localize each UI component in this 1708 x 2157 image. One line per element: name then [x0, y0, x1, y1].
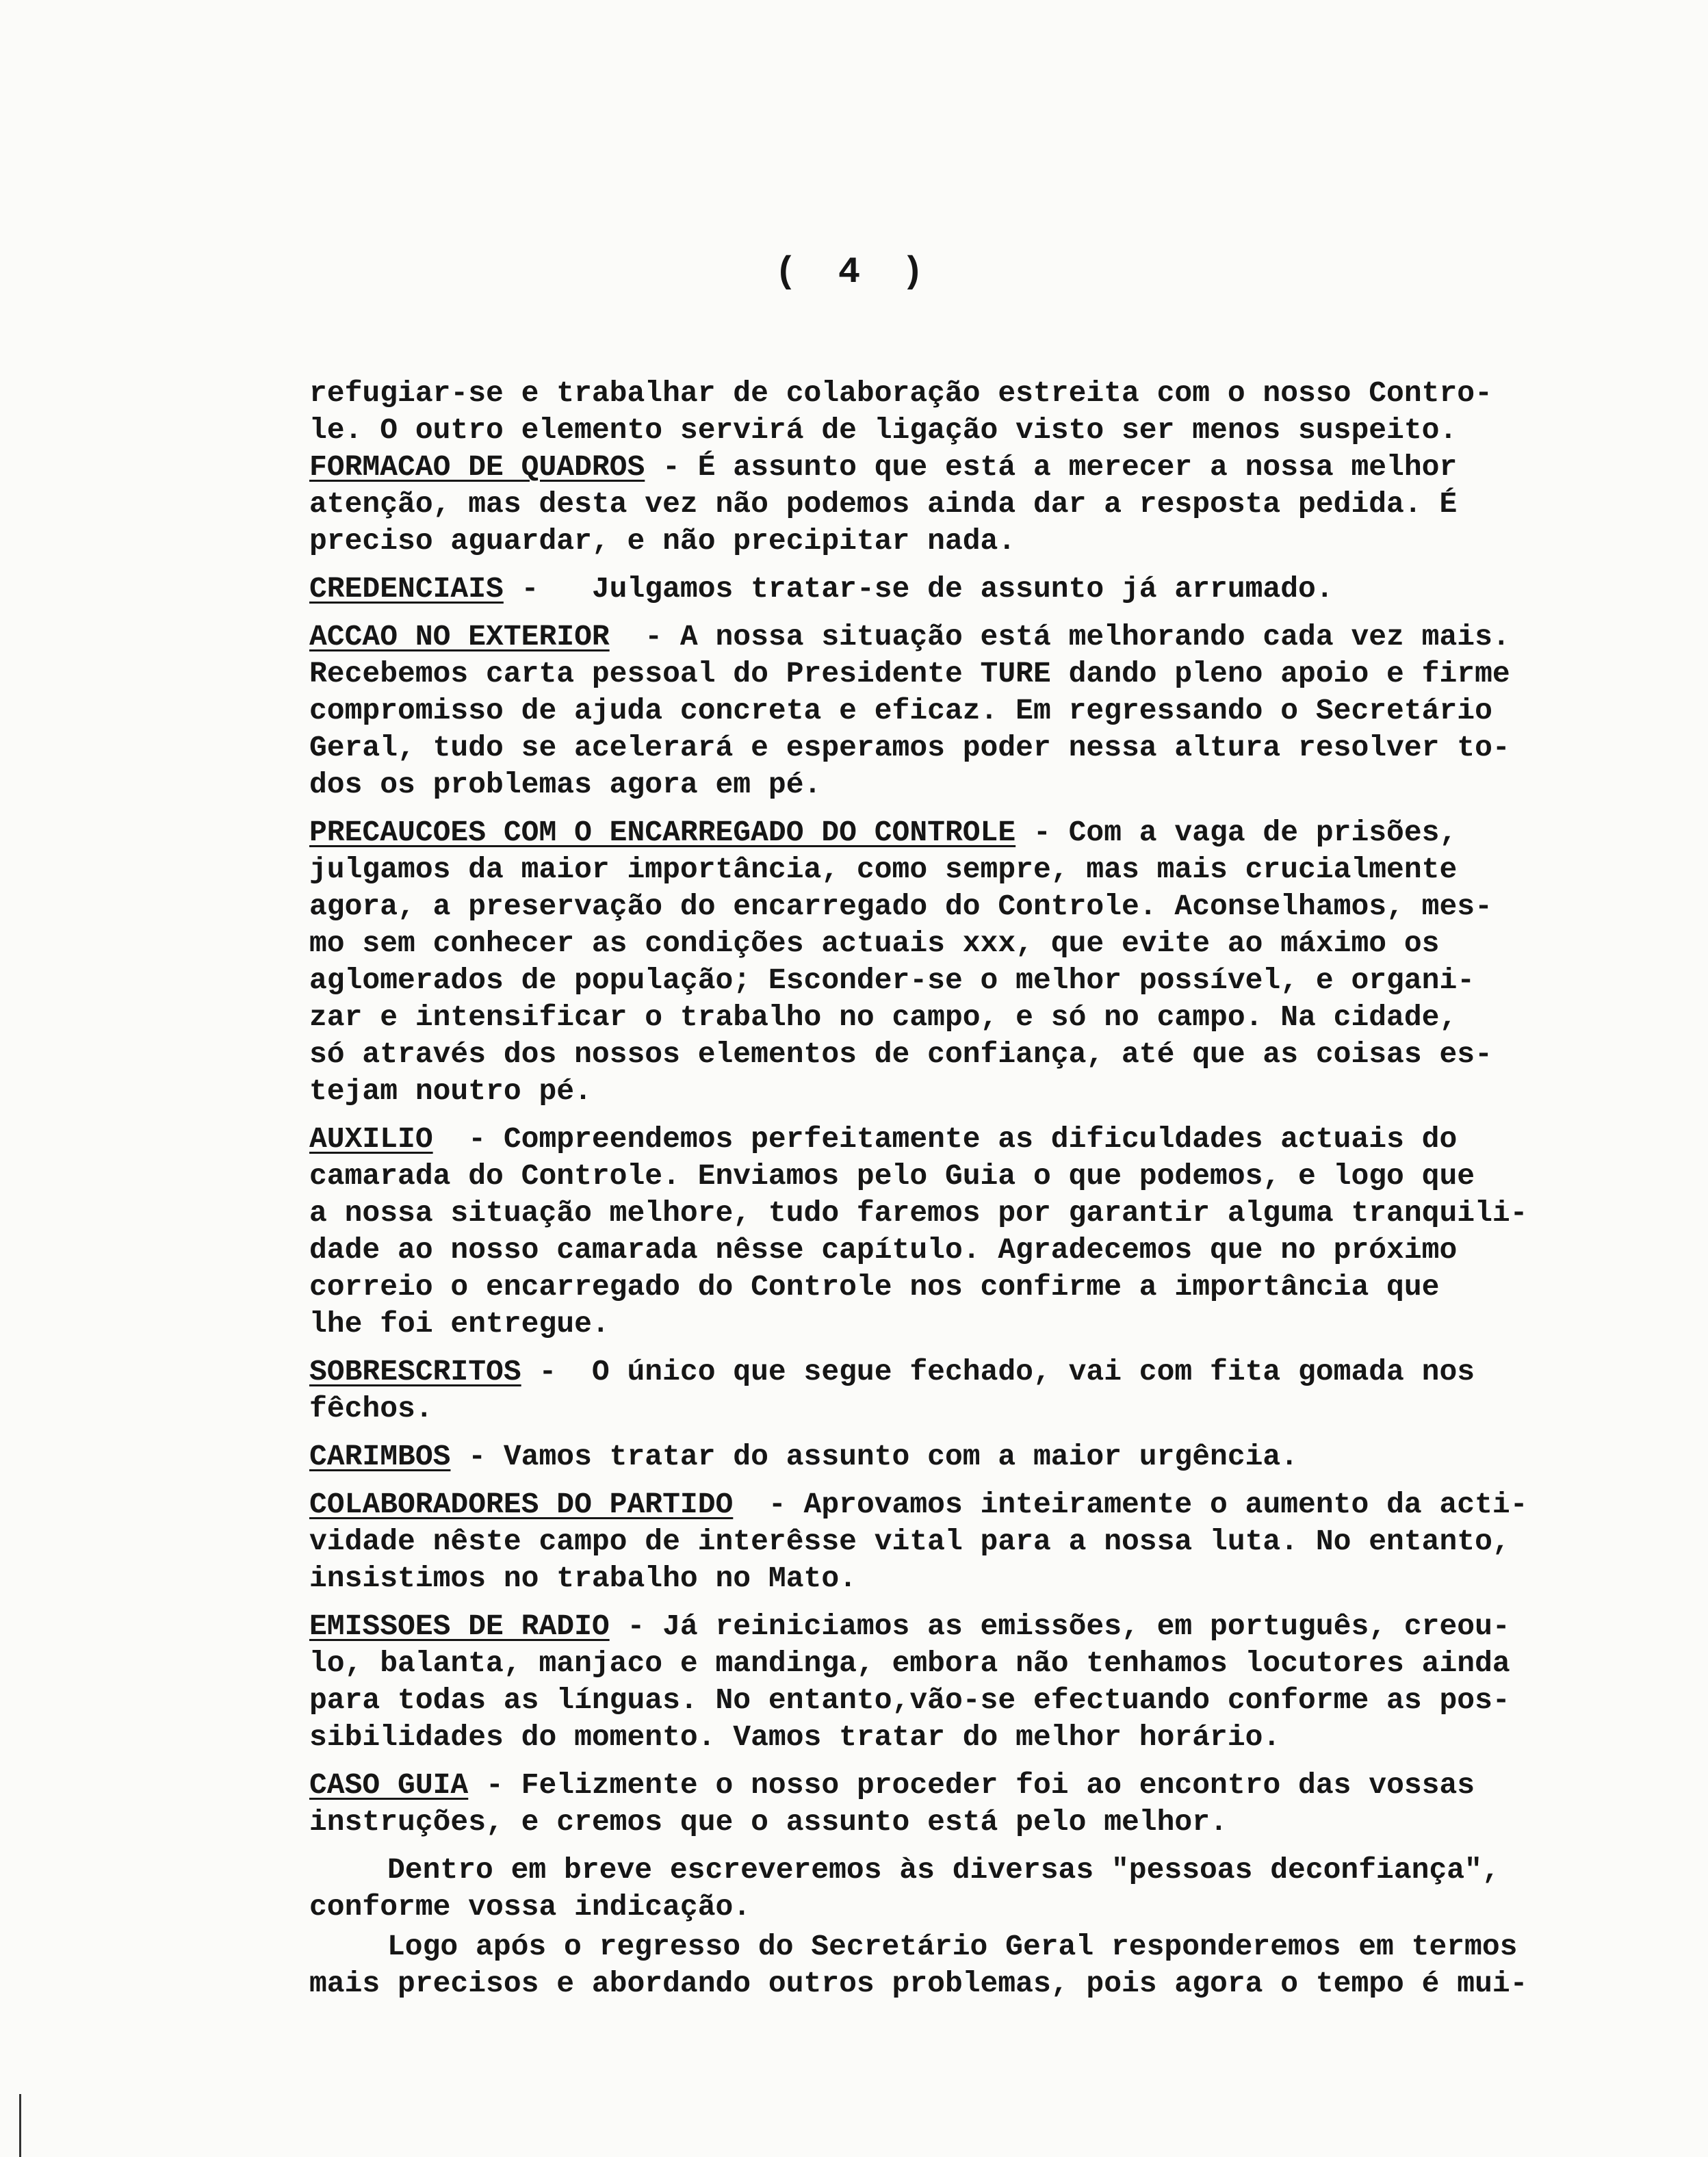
text-line: para todas as línguas. No entanto,vão-se efectuando conforme as pos-	[309, 1683, 1510, 1717]
text-line: preciso aguardar, e não precipitar nada.	[309, 524, 1016, 558]
section-heading: FORMACAO DE QUADROS	[309, 450, 645, 484]
section-first-line	[309, 619, 1678, 656]
intro-paragraph	[309, 375, 1678, 449]
section-first-line	[309, 1121, 1678, 1158]
text-line: lhe foi entregue.	[309, 1307, 610, 1341]
section-heading: CASO GUIA	[309, 1768, 469, 1802]
section-heading-text: - O único que segue fechado, vai com fita gomada nos	[521, 1355, 1475, 1389]
text-line: fêchos.	[309, 1392, 433, 1425]
text-line: Recebemos carta pessoal do Presidente TURE dando pleno apoio e firme	[309, 657, 1510, 690]
text-line: agora, a preservação do encarregado do Controle. Aconselhamos, mes-	[309, 890, 1492, 923]
section-heading-text: - Vamos tratar do assunto com a maior urgência.	[450, 1440, 1299, 1473]
section-heading-text: - A nossa situação está melhorando cada vez mais.	[609, 620, 1510, 654]
text-line: sibilidades do momento. Vamos tratar do melhor horário.	[309, 1720, 1281, 1754]
letter-body	[309, 375, 1678, 2002]
text-line: dos os problemas agora em pé.	[309, 768, 822, 801]
margin-mark	[19, 2094, 21, 2157]
section-heading: COLABORADORES DO PARTIDO	[309, 1488, 734, 1521]
text-line: instruções, e cremos que o assunto está pelo melhor.	[309, 1805, 1228, 1839]
closing-paragraph-1	[309, 1852, 1678, 1926]
section-heading-text: - Compreendemos perfeitamente as dificuldades actuais do	[432, 1122, 1458, 1156]
text-line: mais precisos e abordando outros problemas, pois agora o tempo é mui-	[309, 1967, 1528, 2000]
section-first-line	[309, 1767, 1678, 1804]
text-line: só através dos nossos elementos de confiança, até que as coisas es-	[309, 1037, 1492, 1071]
section-heading-text: - Já reiniciamos as emissões, em português, creou-	[609, 1610, 1510, 1643]
section-heading: EMISSOES DE RADIO	[309, 1610, 610, 1643]
section	[309, 1767, 1678, 1841]
section	[309, 1608, 1678, 1756]
section-heading-text: - Julgamos tratar-se de assunto já arrumado.	[503, 572, 1334, 606]
section-heading-text: - Com a vaga de prisões,	[1015, 816, 1458, 849]
section-first-line	[309, 1438, 1678, 1475]
section	[309, 1438, 1678, 1475]
section	[309, 1121, 1678, 1343]
text-line: Dentro em breve escreveremos às diversas "pessoas deconfiança",	[387, 1853, 1500, 1887]
section	[309, 1486, 1678, 1597]
section-heading: ACCAO NO EXTERIOR	[309, 620, 610, 654]
section-heading-text: - Felizmente o nosso proceder foi ao encontro das vossas	[468, 1768, 1475, 1802]
section-first-line	[309, 1486, 1678, 1523]
text-line: atenção, mas desta vez não podemos ainda dar a resposta pedida. É	[309, 487, 1458, 521]
page-number: ( 4 )	[774, 252, 934, 294]
section	[309, 1354, 1678, 1428]
text-line: zar e intensificar o trabalho no campo, e só no campo. Na cidade,	[309, 1000, 1458, 1034]
text-line: lo, balanta, manjaco e mandinga, embora não tenhamos locutores ainda	[309, 1646, 1510, 1680]
section-heading: AUXILIO	[309, 1122, 433, 1156]
text-line: Geral, tudo se acelerará e esperamos poder nessa altura resolver to-	[309, 731, 1510, 764]
text-line: le. O outro elemento servirá de ligação visto ser menos suspeito.	[309, 413, 1458, 447]
text-line: vidade nêste campo de interêsse vital para a nossa luta. No entanto,	[309, 1525, 1510, 1558]
section-heading: CARIMBOS	[309, 1440, 451, 1473]
section-heading: SOBRESCRITOS	[309, 1355, 521, 1389]
text-line: insistimos no trabalho no Mato.	[309, 1562, 857, 1595]
text-line: dade ao nosso camarada nêsse capítulo. Agradecemos que no próximo	[309, 1233, 1458, 1267]
section-first-line	[309, 814, 1678, 851]
text-line: camarada do Controle. Enviamos pelo Guia o que podemos, e logo que	[309, 1159, 1475, 1193]
text-line: Logo após o regresso do Secretário Geral responderemos em termos	[387, 1930, 1518, 1963]
section-first-line	[309, 1354, 1678, 1391]
section	[309, 619, 1678, 803]
text-line: compromisso de ajuda concreta e eficaz. Em regressando o Secretário	[309, 694, 1492, 727]
section-heading-text: - É assunto que está a merecer a nossa melhor	[645, 450, 1458, 484]
section-first-line	[309, 571, 1678, 608]
closing-paragraph-2	[309, 1928, 1678, 2002]
section-first-line	[309, 1608, 1678, 1645]
text-line: conforme vossa indicação.	[309, 1890, 751, 1924]
text-line: julgamos da maior importância, como sempre, mas mais crucialmente	[309, 853, 1458, 886]
text-line: tejam noutro pé.	[309, 1074, 592, 1108]
text-line: mo sem conhecer as condições actuais xxx, que evite ao máximo os	[309, 927, 1440, 960]
section	[309, 814, 1678, 1110]
text-line: refugiar-se e trabalhar de colaboração estreita com o nosso Contro-	[309, 376, 1492, 410]
text-line: correio o encarregado do Controle nos confirme a importância que	[309, 1270, 1440, 1304]
section-heading: PRECAUCOES COM O ENCARREGADO DO CONTROLE	[309, 816, 1016, 849]
text-line: aglomerados de população; Esconder-se o melhor possível, e organi-	[309, 964, 1475, 997]
section-heading: CREDENCIAIS	[309, 572, 504, 606]
section	[309, 571, 1678, 608]
section-first-line	[309, 449, 1678, 486]
section-heading-text: - Aprovamos inteiramente o aumento da acti-	[733, 1488, 1528, 1521]
section	[309, 449, 1678, 560]
text-line: a nossa situação melhore, tudo faremos por garantir alguma tranquili-	[309, 1196, 1528, 1230]
